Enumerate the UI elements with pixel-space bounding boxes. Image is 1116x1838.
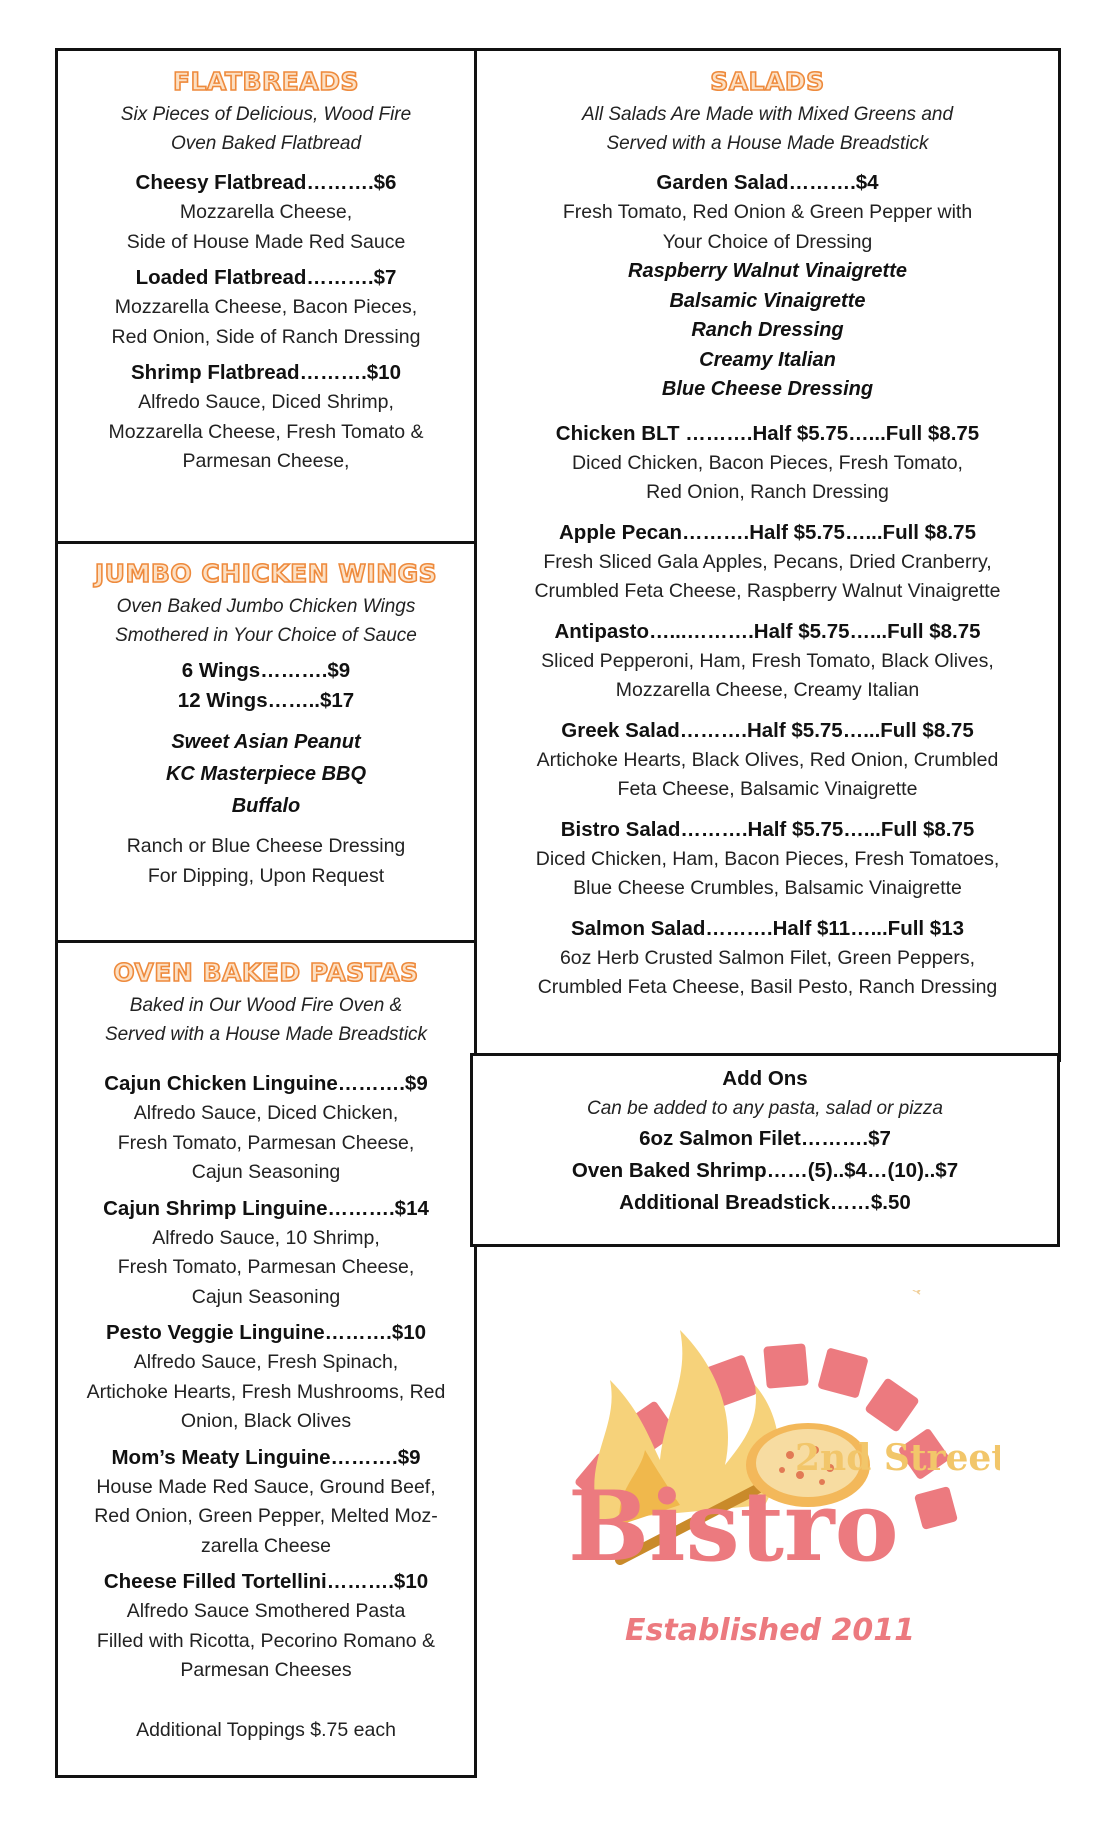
wings-heading: JUMBO CHICKEN WINGS: [94, 559, 438, 588]
menu-item-desc: Red Onion, Side of Ranch Dressing: [111, 325, 421, 348]
wings-section: [55, 541, 477, 943]
menu-item-title: Antipasto…...……….Half $5.75…...Full $8.75: [554, 619, 981, 643]
logo-bistro: Bistro: [568, 1470, 899, 1583]
menu-item-desc: Fresh Tomato, Parmesan Cheese,: [117, 1256, 415, 1278]
salads-section: [474, 48, 1061, 1062]
addons-section: [470, 1053, 1060, 1247]
menu-item-title: Chicken BLT ……….Half $5.75…...Full $8.75: [555, 421, 980, 445]
flatbreads-intro-line-2: Oven Baked Flatbread: [170, 133, 362, 154]
menu-item-title: Apple Pecan……….Half $5.75…...Full $8.75: [559, 520, 976, 544]
wings-price: 12 Wings……..$17: [177, 689, 355, 712]
menu-item-desc: Red Onion, Green Pepper, Melted Moz-: [94, 1505, 438, 1527]
menu-item-desc: Red Onion, Ranch Dressing: [646, 481, 889, 503]
menu-item-desc: zarella Cheese: [200, 1534, 332, 1557]
pastas-intro-line-1: Baked in Our Wood Fire Oven &: [129, 995, 403, 1016]
addon-item: 6oz Salmon Filet……….$7: [639, 1127, 891, 1150]
menu-item-title: Pesto Veggie Linguine……….$10: [105, 1321, 427, 1344]
dressing-option: Raspberry Walnut Vinaigrette: [628, 260, 907, 282]
bistro-logo: [560, 1290, 1000, 1670]
menu-item-title: Salmon Salad……….Half $11…...Full $13: [570, 916, 965, 940]
addons-heading: Add Ons: [722, 1067, 808, 1090]
menu-item-desc: Alfredo Sauce, 10 Shrimp,: [152, 1226, 380, 1249]
menu-item-desc: Parmesan Cheeses: [180, 1659, 352, 1681]
logo-established: Established 2011: [625, 1613, 915, 1648]
menu-item-desc: Onion, Black Olives: [180, 1410, 352, 1432]
wings-sauce: KC Masterpiece BBQ: [165, 763, 367, 785]
menu-item-title: Bistro Salad……….Half $5.75…...Full $8.75: [560, 817, 975, 841]
menu-item-desc: Crumbled Feta Cheese, Raspberry Walnut Vinaigrette: [534, 580, 1001, 602]
menu-item-desc: Fresh Tomato, Parmesan Cheese,: [117, 1131, 415, 1154]
menu-item-desc: 6oz Herb Crusted Salmon Filet, Green Peppers,: [559, 946, 976, 969]
menu-item-desc: Cajun Seasoning: [191, 1161, 341, 1183]
menu-item-title: Cajun Chicken Linguine……….$9: [104, 1072, 428, 1095]
wings-intro-line-2: Smothered in Your Choice of Sauce: [115, 625, 417, 646]
menu-item-desc: Diced Chicken, Bacon Pieces, Fresh Tomato,: [572, 451, 963, 474]
flatbreads-intro-line-1: Six Pieces of Delicious, Wood Fire: [120, 104, 412, 125]
wings-sauce: Sweet Asian Peanut: [171, 731, 361, 753]
addons-intro: Can be added to any pasta, salad or pizza: [587, 1098, 943, 1119]
menu-item-title: Cajun Shrimp Linguine……….$14: [103, 1196, 429, 1220]
menu-item-title: Shrimp Flatbread……….$10: [131, 361, 401, 384]
bistro-logo-graphic: [560, 1290, 1000, 1670]
wings-intro-line-1: Oven Baked Jumbo Chicken Wings: [116, 596, 416, 617]
pastas-intro-line-2: Served with a House Made Breadstick: [104, 1024, 428, 1045]
menu-item-desc: Alfredo Sauce, Diced Shrimp,: [138, 391, 394, 413]
menu-item-desc: Side of House Made Red Sauce: [126, 230, 406, 253]
menu-item-desc: Alfredo Sauce Smothered Pasta: [126, 1600, 406, 1622]
menu-item-desc: Mozzarella Cheese, Fresh Tomato &: [108, 420, 424, 443]
menu-item-desc: Crumbled Feta Cheese, Basil Pesto, Ranch Dressing: [537, 976, 998, 998]
logo-arc-text: [741, 1290, 930, 1300]
menu-item-desc: Mozzarella Cheese, Creamy Italian: [615, 679, 920, 701]
wings-sauce: Buffalo: [231, 795, 301, 817]
logo-second-street: 2nd Street: [795, 1437, 1000, 1479]
salads-heading: SALADS: [710, 67, 825, 96]
menu-item-desc: Filled with Ricotta, Pecorino Romano &: [96, 1629, 436, 1652]
wings-price: 6 Wings……….$9: [181, 659, 351, 682]
flatbreads-heading: FLATBREADS: [173, 67, 359, 96]
flatbreads-section: [55, 48, 477, 544]
pastas-section: [55, 940, 477, 1778]
addon-item: Additional Breadstick……$.50: [619, 1191, 911, 1214]
menu-item-title: Loaded Flatbread……….$7: [135, 266, 397, 289]
menu-item-desc: Alfredo Sauce, Diced Chicken,: [133, 1102, 399, 1124]
wings-note: For Dipping, Upon Request: [147, 864, 385, 887]
dressing-option: Ranch Dressing: [691, 319, 844, 341]
menu-item-title: Garden Salad……….$4: [656, 171, 879, 194]
menu-item-title: Mom’s Meaty Linguine……….$9: [111, 1445, 421, 1469]
menu-item-title: Cheesy Flatbread……….$6: [135, 171, 397, 194]
addon-item: Oven Baked Shrimp……(5)..$4…(10)..$7: [571, 1159, 959, 1182]
dressing-option: Balsamic Vinaigrette: [669, 289, 866, 312]
pastas-heading: OVEN BAKED PASTAS: [113, 958, 419, 987]
menu-item-desc: Blue Cheese Crumbles, Balsamic Vinaigrette: [573, 877, 962, 899]
dressing-option: Blue Cheese Dressing: [661, 378, 874, 400]
wings-note: Ranch or Blue Cheese Dressing: [126, 835, 406, 857]
menu-item-desc: Feta Cheese, Balsamic Vinaigrette: [617, 778, 918, 800]
menu-item-desc: Fresh Tomato, Red Onion & Green Pepper with: [562, 201, 973, 223]
menu-item-desc: Sliced Pepperoni, Ham, Fresh Tomato, Black Olives,: [541, 649, 994, 672]
menu-item-desc: Artichoke Hearts, Black Olives, Red Onion, Crumbled: [536, 748, 999, 771]
menu-item-desc: Diced Chicken, Ham, Bacon Pieces, Fresh Tomatoes,: [535, 847, 1000, 870]
salads-intro-line-1: All Salads Are Made with Mixed Greens and: [581, 104, 954, 125]
menu-item-desc: Fresh Sliced Gala Apples, Pecans, Dried Cranberry,: [543, 550, 992, 573]
menu-item-desc: Cajun Seasoning: [191, 1285, 341, 1308]
menu-item-desc: Mozzarella Cheese,: [179, 201, 353, 223]
menu-item-desc: Artichoke Hearts, Fresh Mushrooms, Red: [86, 1380, 446, 1403]
menu-item-title: Greek Salad……….Half $5.75…...Full $8.75: [561, 718, 974, 742]
menu-item-desc: Parmesan Cheese,: [182, 450, 350, 472]
menu-item-desc: Your Choice of Dressing: [662, 230, 873, 253]
menu-item-desc: House Made Red Sauce, Ground Beef,: [96, 1475, 436, 1498]
menu-item-title: Cheese Filled Tortellini……….$10: [103, 1570, 429, 1593]
dressing-option: Creamy Italian: [699, 348, 836, 371]
salads-intro-line-2: Served with a House Made Breadstick: [606, 133, 929, 154]
menu-item-desc: Mozzarella Cheese, Bacon Pieces,: [114, 296, 418, 318]
pastas-footer-note: Additional Toppings $.75 each: [136, 1718, 396, 1741]
menu-item-desc: Alfredo Sauce, Fresh Spinach,: [133, 1351, 399, 1373]
